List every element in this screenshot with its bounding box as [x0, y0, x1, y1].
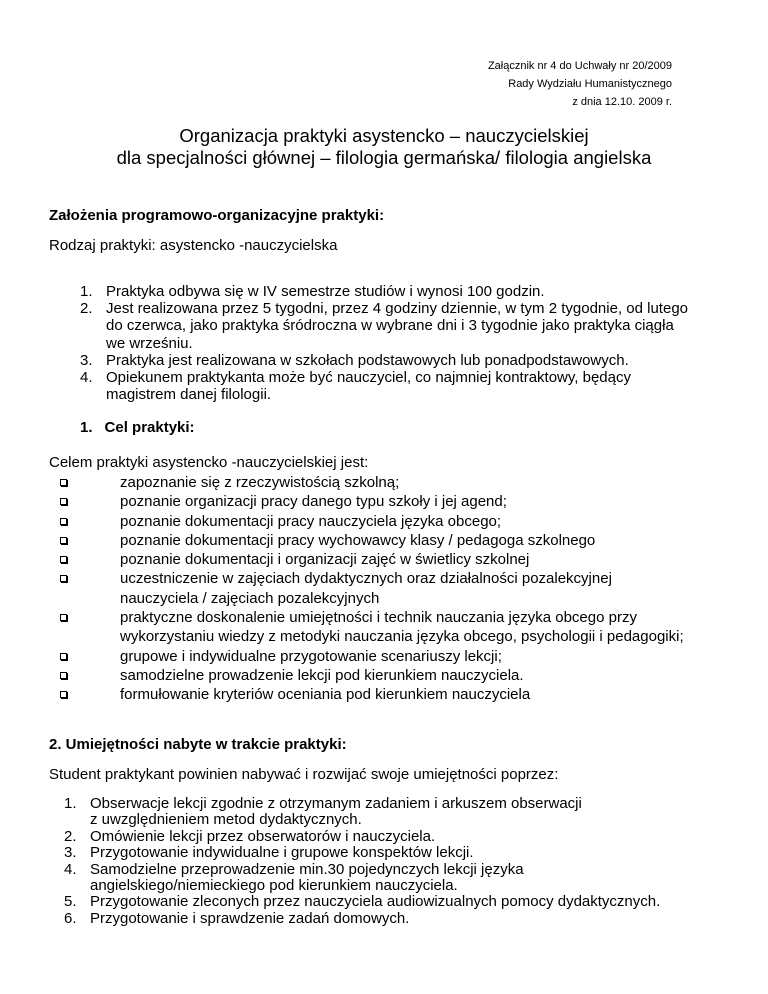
- skills-heading: 2. Umiejętności nabyte w trakcie praktyki:: [49, 736, 347, 753]
- goal-title: Cel praktyki:: [104, 419, 195, 436]
- list-item: [64, 829, 724, 845]
- list-item: [80, 352, 709, 369]
- bullet-item: [60, 492, 710, 511]
- bullet-item: [60, 569, 710, 608]
- bullet-item-text: wykorzystaniu wiedzy z metodyki nauczania języka obcego, psychologii i pedagogiki;: [120, 628, 684, 646]
- square-bullet-icon: [60, 498, 67, 505]
- bullet-item: [60, 473, 710, 492]
- list-item: [80, 283, 709, 300]
- square-bullet-icon: [60, 691, 67, 698]
- goal-intro: Celem praktyki asystencko -nauczycielskiej jest:: [49, 454, 369, 471]
- skills-list: [64, 796, 724, 927]
- bullet-item-text: poznanie dokumentacji pracy nauczyciela języka obcego;: [120, 512, 502, 530]
- bullet-item: [60, 550, 710, 569]
- title-line: Organizacja praktyki asystencko – nauczycielskiej: [179, 125, 589, 146]
- skills-intro: Student praktykant powinien nabywać i rozwijać swoje umiejętności poprzez:: [49, 766, 559, 783]
- list-item: [80, 369, 709, 403]
- practice-type: Rodzaj praktyki: asystencko -nauczycielska: [49, 237, 338, 254]
- square-bullet-icon: [60, 575, 67, 582]
- list-item-text: Praktyka jest realizowana w szkołach podstawowych lub ponadpodstawowych.: [106, 351, 629, 369]
- list-item-text: Przygotowanie zleconych przez nauczyciela audiowizualnych pomocy dydaktycznych.: [90, 893, 661, 911]
- list-item-text: Obserwacje lekcji zgodnie z otrzymanym zadaniem i arkuszem obserwacji: [90, 795, 582, 812]
- list-item-text: we wrześniu.: [106, 334, 193, 352]
- list-item-text: Jest realizowana przez 5 tygodni, przez 4 godziny dziennie, w tym 2 tygodnie, od lutego: [106, 300, 688, 318]
- list-item-number: 3.: [80, 351, 93, 369]
- square-bullet-icon: [60, 537, 67, 544]
- list-item-number: 2.: [64, 827, 77, 845]
- bullet-item-text: formułowanie kryteriów oceniania pod kierunkiem nauczyciela: [120, 686, 531, 704]
- bullet-item: [60, 512, 710, 531]
- list-item: [64, 845, 724, 861]
- square-bullet-icon: [60, 614, 67, 621]
- bullet-item: [60, 647, 710, 666]
- title-line: dla specjalności głównej – filologia germańska/ filologia angielska: [116, 147, 652, 168]
- document-title: [0, 125, 768, 169]
- bullet-item: [60, 685, 710, 704]
- list-item: [80, 300, 709, 352]
- annex-line: Załącznik nr 4 do Uchwały nr 20/2009: [487, 60, 672, 72]
- bullet-item-text: poznanie organizacji pracy danego typu szkoły i jej agend;: [120, 493, 507, 511]
- goal-number: 1.: [80, 419, 93, 436]
- square-bullet-icon: [60, 479, 67, 486]
- goal-heading: [80, 419, 195, 436]
- bullet-item-text: praktyczne doskonalenie umiejętności i technik nauczania języka obcego przy: [120, 609, 637, 627]
- bullet-item-text: poznanie dokumentacji i organizacji zajęć w świetlicy szkolnej: [120, 551, 530, 569]
- list-item-number: 2.: [80, 300, 93, 318]
- list-item: [64, 796, 724, 829]
- list-item-number: 3.: [64, 844, 77, 862]
- bullet-item-text: poznanie dokumentacji pracy wychowawcy klasy / pedagoga szkolnego: [120, 531, 596, 549]
- assumptions-list: [80, 283, 709, 403]
- list-item-text: Opiekunem praktykanta może być nauczyciel, co najmniej kontraktowy, będący: [106, 369, 631, 387]
- list-item-text: z uwzględnieniem metod dydaktycznych.: [90, 811, 362, 829]
- list-item-text: Przygotowanie indywidualne i grupowe konspektów lekcji.: [90, 844, 474, 862]
- list-item-text: magistrem danej filologii.: [106, 386, 272, 404]
- bullet-item-text: zapoznanie się z rzeczywistością szkolną;: [120, 474, 400, 491]
- list-item: [64, 862, 724, 895]
- bullet-item: [60, 666, 710, 685]
- square-bullet-icon: [60, 518, 67, 525]
- square-bullet-icon: [60, 556, 67, 563]
- square-bullet-icon: [60, 672, 67, 679]
- list-item-text: angielskiego/niemieckiego pod kierunkiem nauczyciela.: [90, 877, 458, 895]
- list-item-number: 4.: [64, 860, 77, 878]
- list-item-number: 4.: [80, 369, 93, 387]
- list-item-text: do czerwca, jako praktyka śródroczna w wybrane dni i 3 tygodnie jako praktyka ciągła: [106, 317, 674, 335]
- bullet-item: [60, 531, 710, 550]
- list-item-number: 1.: [80, 283, 93, 300]
- bullet-item: [60, 608, 710, 647]
- list-item-text: Samodzielne przeprowadzenie min.30 pojedynczych lekcji języka: [90, 860, 524, 878]
- square-bullet-icon: [60, 653, 67, 660]
- list-item-text: Omówienie lekcji przez obserwatorów i nauczyciela.: [90, 827, 436, 845]
- annex-line: Rady Wydziału Humanistycznego: [508, 78, 672, 90]
- bullet-item-text: grupowe i indywidualne przygotowanie scenariuszy lekcji;: [120, 647, 502, 665]
- annex-line: z dnia 12.10. 2009 r.: [572, 96, 672, 108]
- goal-list: [60, 473, 710, 705]
- assumptions-heading: Założenia programowo-organizacyjne praktyki:: [49, 207, 385, 224]
- list-item: [64, 911, 724, 927]
- list-item-number: 6.: [64, 909, 77, 927]
- bullet-item-text: nauczyciela / zajęciach pozalekcyjnych: [120, 589, 380, 607]
- list-item-number: 1.: [64, 795, 77, 812]
- list-item-number: 5.: [64, 893, 77, 911]
- bullet-item-text: samodzielne prowadzenie lekcji pod kierunkiem nauczyciela.: [120, 666, 524, 684]
- bullet-item-text: uczestniczenie w zajęciach dydaktycznych oraz działalności pozalekcyjnej: [120, 570, 612, 588]
- list-item-text: Przygotowanie i sprawdzenie zadań domowych.: [90, 909, 410, 927]
- list-item-text: Praktyka odbywa się w IV semestrze studiów i wynosi 100 godzin.: [106, 283, 545, 300]
- list-item: [64, 894, 724, 910]
- annex-header: [488, 57, 672, 111]
